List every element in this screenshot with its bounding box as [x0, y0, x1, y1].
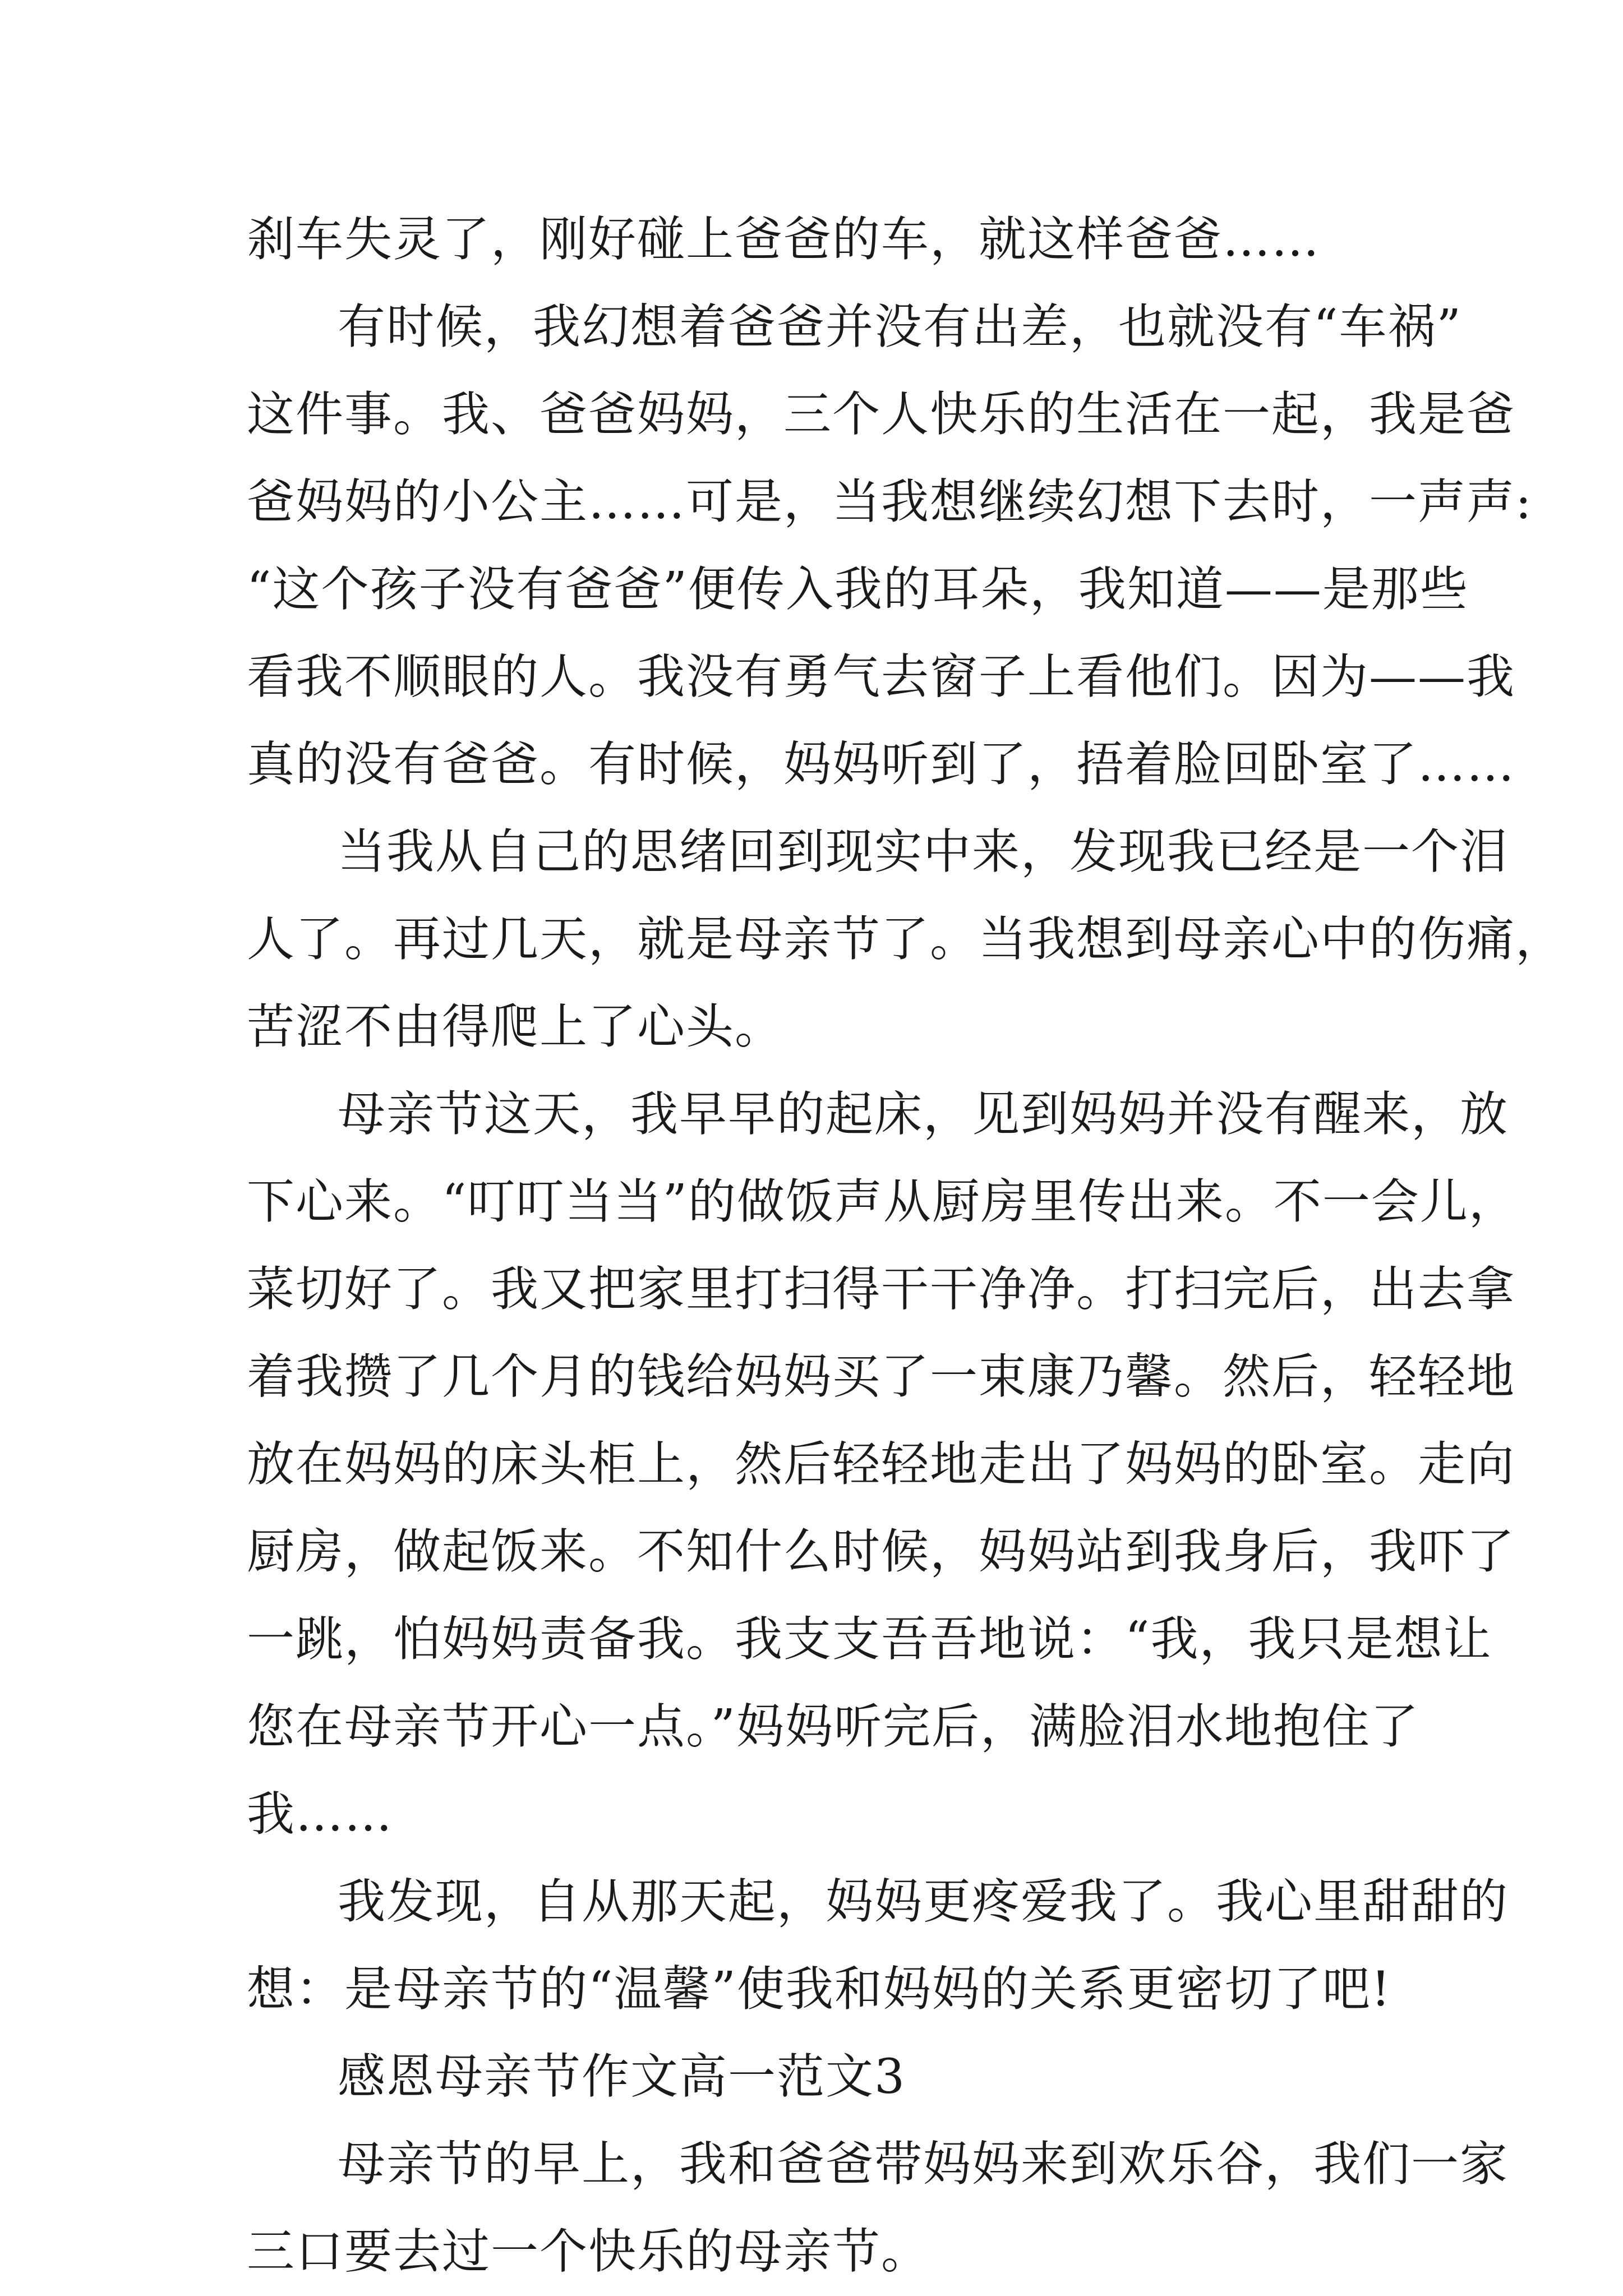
text-line: 这件事。我、爸爸妈妈，三个人快乐的生活在一起，我是爸: [247, 387, 1516, 442]
text-line: 母亲节这天，我早早的起床，见到妈妈并没有醒来，放: [338, 1087, 1509, 1142]
text-line: 着我攒了几个月的钱给妈妈买了一束康乃馨。然后，轻轻地: [247, 1349, 1516, 1405]
section-heading: 感恩母亲节作文高一范文3: [338, 2049, 906, 2105]
text-line: 菜切好了。我又把家里打扫得干干净净。打扫完后，出去拿: [247, 1262, 1516, 1317]
text-line: 有时候，我幻想着爸爸并没有出差，也就没有“车祸”: [338, 299, 1462, 355]
text-line: 我发现，自从那天起，妈妈更疼爱我了。我心里甜甜的: [338, 1874, 1509, 1930]
essay-body: [247, 196, 1565, 2296]
text-line: 厨房，做起饭来。不知什么时候，妈妈站到我身后，我吓了: [247, 1524, 1516, 1580]
text-line: 母亲节的早上，我和爸爸带妈妈来到欢乐谷，我们一家: [338, 2137, 1509, 2192]
text-line: 您在母亲节开心一点。”妈妈听完后，满脸泪水地抱住了: [247, 1699, 1419, 1755]
text-line: 刹车失灵了，刚好碰上爸爸的车，就这样爸爸……: [247, 212, 1321, 268]
text-line: 爸妈妈的小公主……可是，当我想继续幻想下去时，一声声:: [247, 474, 1533, 530]
text-line: 三口要去过一个快乐的母亲节。: [247, 2224, 930, 2280]
text-line: 人了。再过几天，就是母亲节了。当我想到母亲心中的伤痛，: [247, 912, 1565, 967]
text-line: 看我不顺眼的人。我没有勇气去窗子上看他们。因为——我: [247, 649, 1516, 705]
text-line: 苦涩不由得爬上了心头。: [247, 999, 784, 1055]
text-line: 当我从自己的思绪回到现实中来，发现我已经是一个泪: [338, 824, 1509, 880]
text-line: 一跳，怕妈妈责备我。我支支吾吾地说：“我，我只是想让: [247, 1612, 1492, 1667]
text-line: “这个孩子没有爸爸”便传入我的耳朵，我知道——是那些: [247, 562, 1469, 617]
text-line: 放在妈妈的床头柜上，然后轻轻地走出了妈妈的卧室。走向: [247, 1437, 1516, 1492]
text-line: 下心来。“叮叮当当”的做饭声从厨房里传出来。不一会儿，: [247, 1174, 1518, 1230]
text-line: 我……: [247, 1787, 394, 1842]
text-line: 真的没有爸爸。有时候，妈妈听到了，捂着脸回卧室了……: [247, 737, 1516, 792]
text-line: 想：是母亲节的“温馨”使我和妈妈的关系更密切了吧!: [247, 1962, 1392, 2017]
